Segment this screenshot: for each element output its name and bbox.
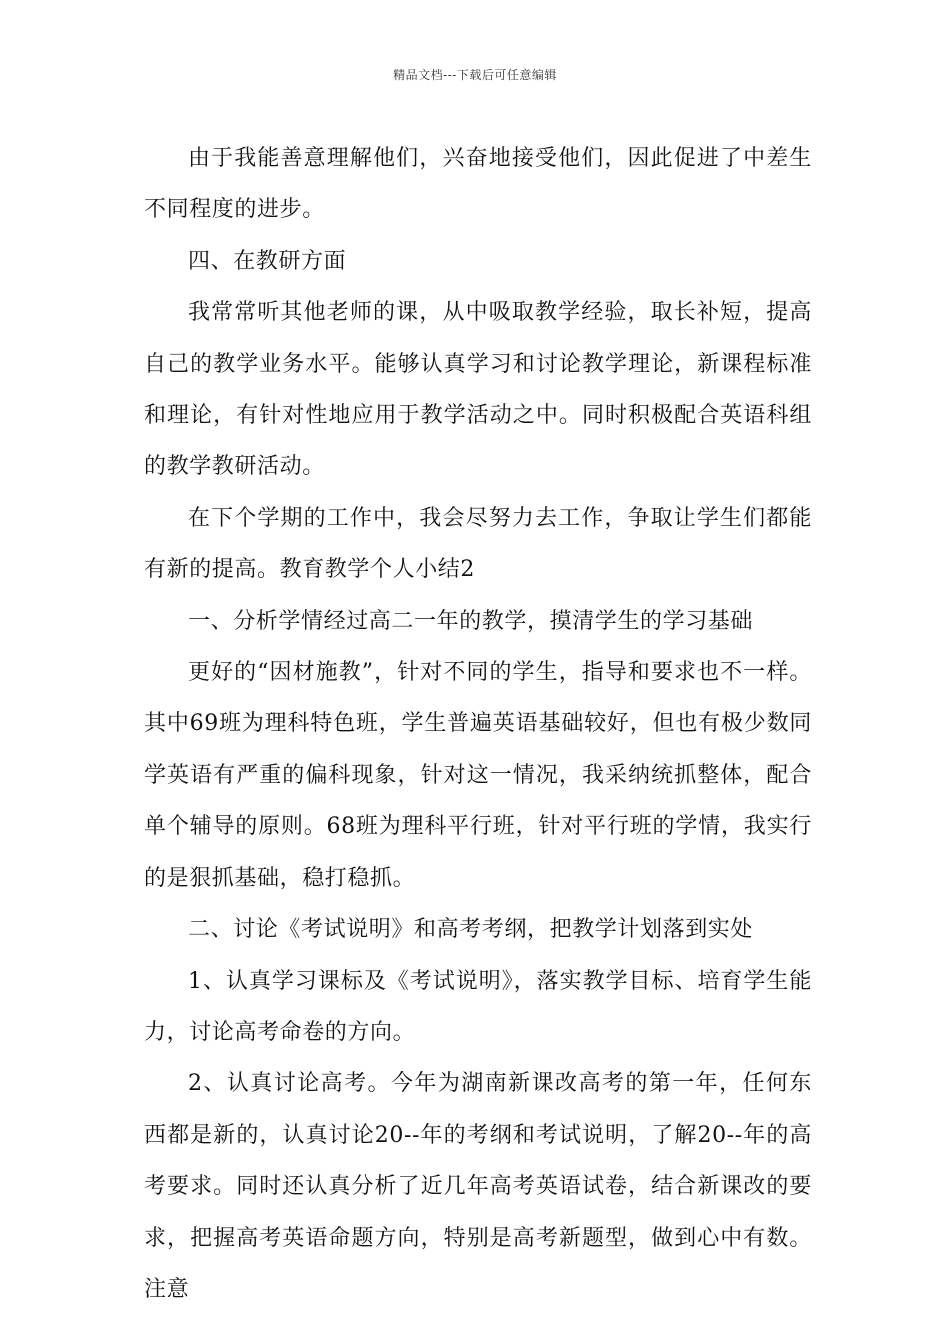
paragraph: 我常常听其他老师的课，从中吸取教学经验，取长补短，提高自己的教学业务水平。能够认真学习和讨论教学理论，新课程标准和理论，有针对性地应用于教学活动之中。同时积极配合英语科组的教学教研活动。 [144, 300, 812, 480]
paragraph: 1、认真学习课标及《考试说明》，落实教学目标、培育学生能力，讨论高考命卷的方向。 [144, 968, 812, 1045]
page-header: 精品文档---下载后可任意编辑 [393, 68, 557, 82]
paragraph: 由于我能善意理解他们，兴奋地接受他们，因此促进了中差生不同程度的进步。 [144, 146, 812, 223]
paragraph: 更好的“因材施教”，针对不同的学生，指导和要求也不一样。其中69班为理科特色班，学生普遍英语基础较好，但也有极少数同学英语有严重的偏科现象，针对这一情况，我采纳统抓整体，配合单个辅导的原则。68班为理科平行班，针对平行班的学情，我实行的是狠抓基础，稳打稳抓。 [144, 660, 812, 891]
section-heading: 四、在教研方面 [188, 248, 347, 274]
section-heading: 二、讨论《考试说明》和高考考纲，把教学计划落到实处 [188, 917, 754, 943]
section-heading: 一、分析学情经过高二一年的教学，摸清学生的学习基础 [188, 608, 754, 634]
document-body [144, 133, 812, 1315]
paragraph: 在下个学期的工作中，我会尽努力去工作，争取让学生们都能有新的提高。教育教学个人小结2 [144, 505, 812, 583]
paragraph: 2、认真讨论高考。今年为湖南新课改高考的第一年，任何东西都是新的，认真讨论20--年的考纲和考试说明，了解20--年的高考要求。同时还认真分析了近几年高考英语试卷，结合新课改的要求，把握高考英语命题方向，特别是高考新题型，做到心中有数。注意 [144, 1071, 812, 1302]
